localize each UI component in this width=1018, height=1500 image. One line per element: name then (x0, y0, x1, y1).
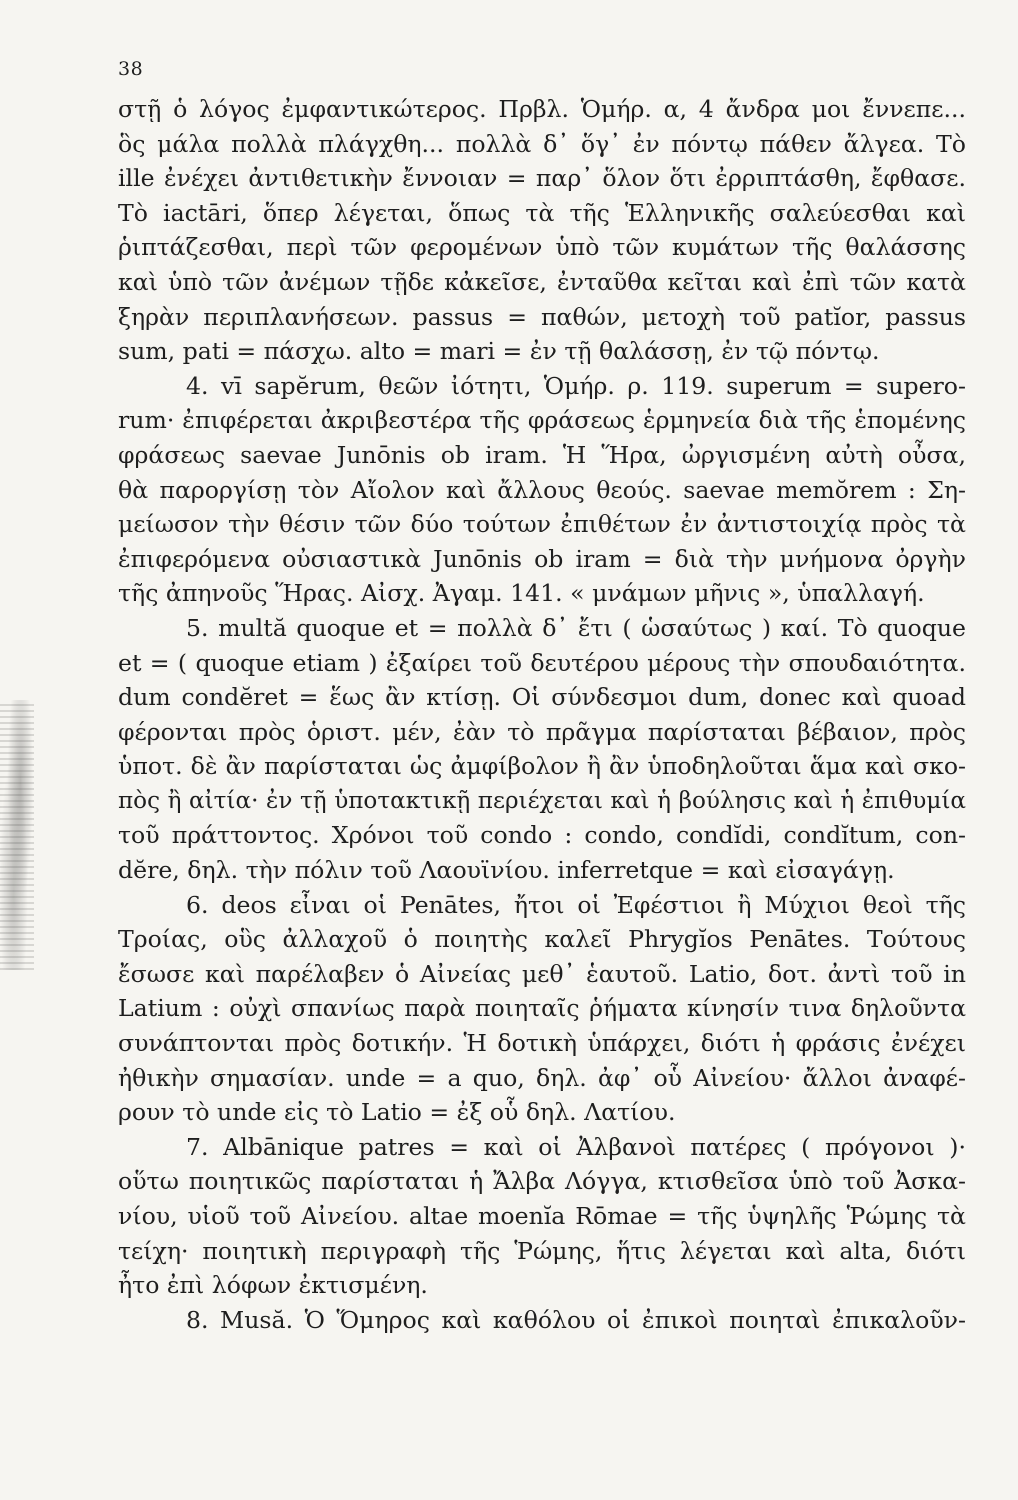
text-line: καὶ ὑπὸ τῶν ἀνέμων τῇδε κἀκεῖσε, ἐνταῦθα κεῖται καὶ ἐπὶ τῶν κατὰ (118, 267, 966, 296)
text-line: dum condĕret = ἕως ἂν κτίσῃ. Οἱ σύνδεσμοι dum, donec καὶ quoad (118, 683, 966, 712)
text-line: dĕre, δηλ. τὴν πόλιν τοῦ Λαουϊνίου. inferretque = καὶ εἰσαγάγῃ. (118, 856, 895, 885)
text-line: 7. Albānique patres = καὶ οἱ Ἀλβανοὶ πατέρες ( πρόγονοι )· (186, 1132, 966, 1161)
text-line: Latium : οὐχὶ σπανίως παρὰ ποιηταῖς ῥήματα κίνησίν τινα δηλοῦντα (118, 994, 966, 1023)
page-number: 38 (118, 58, 144, 80)
text-line: 6. deos εἶναι οἱ Penātes, ἤτοι οἱ Ἐφέστιοι ἢ Μύχιοι θεοὶ τῆς (186, 890, 966, 919)
text-line: ξηρὰν περιπλανήσεων. passus = παθών, μετοχὴ τοῦ patĭor, passus (118, 302, 966, 331)
text-line: ἠθικὴν σημασίαν. unde = a quo, δηλ. ἀφ᾽ οὗ Αἰνείου· ἄλλοι ἀναφέ- (118, 1063, 966, 1092)
text-line: 5. multă quoque et = πολλὰ δ᾽ ἔτι ( ὡσαύτως ) καί. Τὸ quoque (186, 613, 966, 642)
text-line: θὰ παροργίσῃ τὸν Αἴολον καὶ ἄλλους θεούς. saevae memŏrem : Ση- (118, 475, 966, 504)
text-line: 8. Musă. Ὁ Ὅμηρος καὶ καθόλου οἱ ἐπικοὶ ποιηταὶ ἐπικαλοῦν- (186, 1305, 966, 1334)
text-line: et = ( quoque etiam ) ἐξαίρει τοῦ δευτέρου μέρους τὴν σπουδαιότητα. (118, 648, 966, 677)
text-line: φράσεως saevae Junōnis ob iram. Ἡ Ἥρα, ὠργισμένη αὐτὴ οὖσα, (118, 440, 966, 469)
text-line: μείωσον τὴν θέσιν τῶν δύο τούτων ἐπιθέτων ἐν ἀντιστοιχίᾳ πρὸς τὰ (118, 510, 966, 539)
text-line: ὃς μάλα πολλὰ πλάγχθη... πολλὰ δ᾽ ὅγ᾽ ἐν πόντῳ πάθεν ἄλγεα. Τὸ (118, 129, 966, 158)
text-line: ille ἐνέχει ἀντιθετικὴν ἔννοιαν = παρ᾽ ὅλον ὅτι ἐρριπτάσθη, ἔφθασε. (118, 164, 966, 193)
text-line: τείχη· ποιητικὴ περιγραφὴ τῆς Ῥώμης, ἥτις λέγεται καὶ alta, διότι (118, 1236, 966, 1265)
body-text (118, 92, 966, 1337)
scan-bleed-mark (0, 700, 34, 970)
text-line: φέρονται πρὸς ὁριστ. μέν, ἐὰν τὸ πρᾶγμα παρίσταται βέβαιον, πρὸς (118, 717, 966, 746)
text-line: Τὸ iactāri, ὅπερ λέγεται, ὅπως τὰ τῆς Ἑλληνικῆς σαλεύεσθαι καὶ (118, 198, 966, 227)
text-line: ρουν τὸ unde εἰς τὸ Latio = ἐξ οὗ δηλ. Λατίου. (118, 1098, 676, 1127)
text-line: νίου, υἱοῦ τοῦ Αἰνείου. altae moenĭa Rōmae = τῆς ὑψηλῆς Ῥώμης τὰ (118, 1202, 966, 1230)
text-line: ἐπιφερόμενα οὐσιαστικὰ Junōnis ob iram = διὰ τὴν μνήμονα ὀργὴν (118, 544, 966, 573)
text-line: τῆς ἀπηνοῦς Ἥρας. Αἰσχ. Ἀγαμ. 141. « μνάμων μῆνις », ὑπαλλαγή. (118, 579, 925, 608)
text-line: ὑποτ. δὲ ἂν παρίσταται ὡς ἀμφίβολον ἢ ἂν ὑποδηλοῦται ἅμα καὶ σκο- (118, 752, 966, 781)
text-line: οὕτω ποιητικῶς παρίσταται ἡ Ἄλβα Λόγγα, κτισθεῖσα ὑπὸ τοῦ Ἀσκα- (118, 1167, 966, 1196)
text-line: ῥιπτάζεσθαι, περὶ τῶν φερομένων ὑπὸ τῶν κυμάτων τῆς θαλάσσης (118, 233, 966, 262)
text-line: rum· ἐπιφέρεται ἀκριβεστέρα τῆς φράσεως ἑρμηνεία διὰ τῆς ἑπομένης (118, 406, 966, 435)
text-line: συνάπτονται πρὸς δοτικήν. Ἡ δοτικὴ ὑπάρχει, διότι ἡ φράσις ἐνέχει (118, 1029, 966, 1058)
text-line: Τροίας, οὓς ἀλλαχοῦ ὁ ποιητὴς καλεῖ Phrygĭos Penātes. Τούτους (118, 925, 966, 954)
text-line: πὸς ἢ αἰτία· ἐν τῇ ὑποτακτικῇ περιέχεται καὶ ἡ βούλησις καὶ ἡ ἐπιθυμία (118, 787, 966, 814)
text-line: 4. vī sapĕrum, θεῶν ἰότητι, Ὁμήρ. ρ. 119. superum = supero- (186, 371, 966, 400)
text-line: ἔσωσε καὶ παρέλαβεν ὁ Αἰνείας μεθ᾽ ἑαυτοῦ. Latio, δοτ. ἀντὶ τοῦ in (118, 959, 966, 988)
text-line: sum, pati = πάσχω. alto = mari = ἐν τῇ θαλάσσῃ, ἐν τῷ πόντῳ. (118, 337, 880, 366)
text-line: στῇ ὁ λόγος ἐμφαντικώτερος. Πρβλ. Ὁμήρ. α, 4 ἄνδρα μοι ἔννεπε... (118, 95, 966, 123)
text-line: ἦτο ἐπὶ λόφων ἐκτισμένη. (118, 1271, 428, 1300)
text-line: τοῦ πράττοντος. Χρόνοι τοῦ condo : condo, condĭdi, condĭtum, con- (118, 821, 966, 850)
